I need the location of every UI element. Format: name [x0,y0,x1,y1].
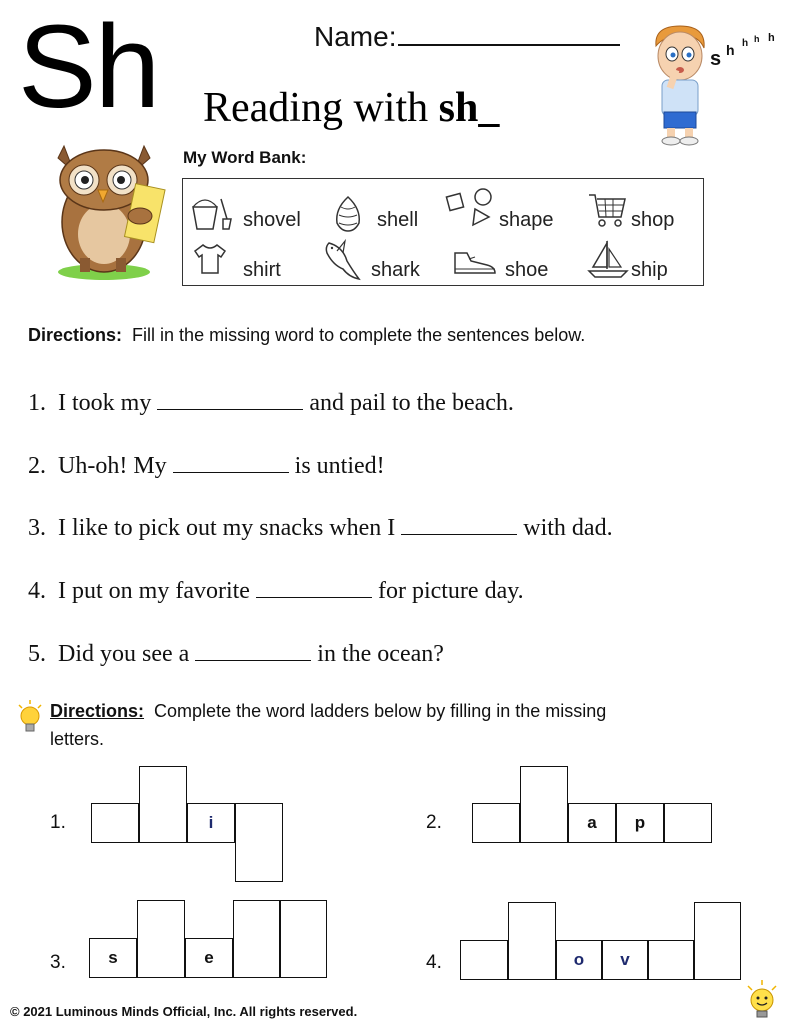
directions-ladders [50,697,606,753]
shoe-icon [453,249,497,277]
word-shoe: shoe [505,259,549,281]
question-1: 1. I took my and pail to the beach. [28,390,514,416]
lightbulb-icon [16,700,44,736]
answer-blank-1[interactable] [157,391,303,410]
answer-blank-3[interactable] [401,516,517,535]
name-field [314,20,620,53]
ladder-2-cell-1[interactable] [472,803,520,843]
question-4: 4. I put on my favorite for picture day. [28,578,524,604]
directions-label: Directions: [28,325,123,345]
ladder-3-cell-3[interactable]: e [185,938,233,978]
ladder-2-cell-4[interactable]: p [616,803,664,843]
ladder-3-cell-1[interactable]: s [89,938,137,978]
word-shirt: shirt [243,259,281,281]
shark-icon [323,237,363,283]
sailboat-icon [587,239,629,281]
word-shell: shell [377,209,419,231]
page-title [203,84,499,132]
ladder-2-cell-5[interactable] [664,803,712,843]
answer-blank-5[interactable] [195,642,311,661]
shopping-cart-icon [587,189,627,229]
shovel-pail-icon [187,195,235,231]
title-bold: sh_ [438,85,500,131]
title-prefix: Reading with [203,85,439,131]
word-ship: ship [631,259,668,281]
ladder-1-cell-3[interactable]: i [187,803,235,843]
luminous-minds-logo-icon [740,978,784,1022]
ladder-4-cell-2[interactable] [508,902,556,980]
ladder-4-cell-4[interactable]: v [602,940,648,980]
question-5: 5. Did you see a in the ocean? [28,641,444,667]
ladder-1-cell-1[interactable] [91,803,139,843]
directions2-text-line1: Complete the word ladders below by filling in the missing [154,701,607,721]
word-shark: shark [371,259,420,281]
directions2-text-line2: letters. [50,729,105,749]
ladder-3-cell-4[interactable] [233,900,280,978]
shirt-icon [193,243,227,275]
ladder-2-cell-3[interactable]: a [568,803,616,843]
ladder-3-cell-2[interactable] [137,900,185,978]
big-sh-letters: Sh [18,1,159,133]
ladder-4-cell-6[interactable] [694,902,741,980]
owl-icon [44,142,180,282]
directions2-label: Directions: [50,701,145,721]
word-bank-box [182,178,704,286]
ladder-4-cell-1[interactable] [460,940,508,980]
ladder-3-number: 3. [50,952,66,973]
ladder-2-cell-2[interactable] [520,766,568,843]
word-shovel: shovel [243,209,301,231]
ladder-1-cell-2[interactable] [139,766,187,843]
ladder-2-number: 2. [426,812,442,833]
name-input-line[interactable] [398,20,620,46]
ladder-4-cell-5[interactable] [648,940,694,980]
answer-blank-2[interactable] [173,454,289,473]
word-shop: shop [631,209,675,231]
ladder-4-cell-3[interactable]: o [556,940,602,980]
ladder-3-cell-5[interactable] [280,900,327,978]
answer-blank-4[interactable] [256,579,372,598]
name-label: Name: [314,21,397,52]
shh-text: s h h h h [710,32,775,70]
word-bank-title: My Word Bank: [183,148,307,167]
word-shape: shape [499,209,554,231]
ladder-1-cell-4[interactable] [235,803,283,882]
shapes-icon [445,187,495,229]
ladder-1-number: 1. [50,812,66,833]
directions-fill-in [28,325,585,346]
boy-shush-icon [646,24,716,148]
ladder-4-number: 4. [426,952,442,973]
question-3: 3. I like to pick out my snacks when I with dad. [28,515,613,541]
copyright-footer: © 2021 Luminous Minds Official, Inc. All rights reserved. [10,1004,358,1019]
question-2: 2. Uh-oh! My is untied! [28,453,385,479]
directions-text: Fill in the missing word to complete the sentences below. [132,325,586,345]
shell-icon [331,195,365,233]
